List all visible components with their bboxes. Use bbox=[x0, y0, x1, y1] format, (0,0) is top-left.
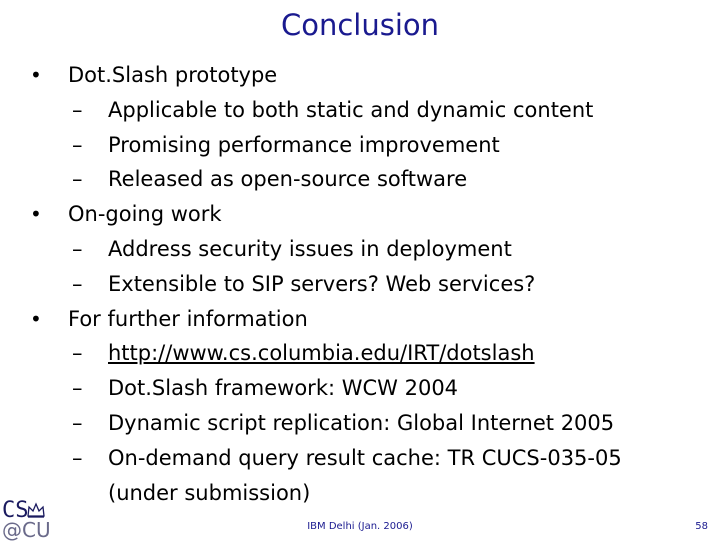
sub-text: Promising performance improvement bbox=[108, 132, 500, 157]
sub-item bbox=[30, 267, 700, 302]
logo-cu-text: @CU bbox=[2, 518, 51, 542]
sub-text: Address security issues in deployment bbox=[108, 236, 512, 261]
sub-item bbox=[30, 336, 700, 371]
bullet-text: On-going work bbox=[68, 202, 222, 227]
bullet-dot-icon: • bbox=[30, 63, 42, 87]
dash-icon: – bbox=[72, 445, 83, 470]
sub-item bbox=[30, 441, 700, 511]
sub-text: Applicable to both static and dynamic content bbox=[108, 97, 594, 122]
slide-title: Conclusion bbox=[280, 8, 440, 42]
sub-item bbox=[30, 162, 700, 197]
bullet-item bbox=[30, 58, 700, 93]
sub-item bbox=[30, 371, 700, 406]
sub-item bbox=[30, 93, 700, 128]
dash-icon: – bbox=[72, 236, 83, 261]
sub-item bbox=[30, 406, 700, 441]
sub-text bbox=[108, 441, 622, 511]
sub-text-line: (under submission) bbox=[108, 480, 311, 505]
dash-icon: – bbox=[72, 341, 83, 366]
sub-item bbox=[30, 232, 700, 267]
crown-icon bbox=[27, 502, 45, 518]
bullet-item bbox=[30, 197, 700, 232]
dash-icon: – bbox=[72, 271, 83, 296]
sub-text: Extensible to SIP servers? Web services? bbox=[108, 271, 536, 296]
sub-text: Dot.Slash framework: WCW 2004 bbox=[108, 376, 459, 401]
dotslash-link[interactable]: http://www.cs.columbia.edu/IRT/dotslash bbox=[108, 341, 535, 366]
dash-icon: – bbox=[72, 167, 83, 192]
bullet-list bbox=[30, 58, 700, 510]
dash-icon: – bbox=[72, 376, 83, 401]
page-number: 58 bbox=[695, 521, 708, 532]
sub-text: Released as open-source software bbox=[108, 167, 468, 192]
sub-text-line: On-demand query result cache: TR CUCS-035-05 bbox=[108, 445, 622, 470]
dash-icon: – bbox=[72, 97, 83, 122]
bullet-dot-icon: • bbox=[30, 306, 42, 331]
footer-event: IBM Delhi (Jan. 2006) bbox=[307, 521, 413, 532]
sub-item bbox=[30, 128, 700, 163]
sub-text: Dynamic script replication: Global Internet 2005 bbox=[108, 410, 615, 435]
bullet-item bbox=[30, 302, 700, 337]
bullet-text: For further information bbox=[68, 306, 308, 331]
dash-icon: – bbox=[72, 410, 83, 435]
bullet-dot-icon: • bbox=[30, 202, 42, 227]
dash-icon: – bbox=[72, 132, 83, 157]
cs-columbia-logo bbox=[0, 500, 52, 540]
bullet-text: Dot.Slash prototype bbox=[68, 63, 278, 87]
logo-cs-text: CS bbox=[2, 498, 29, 523]
